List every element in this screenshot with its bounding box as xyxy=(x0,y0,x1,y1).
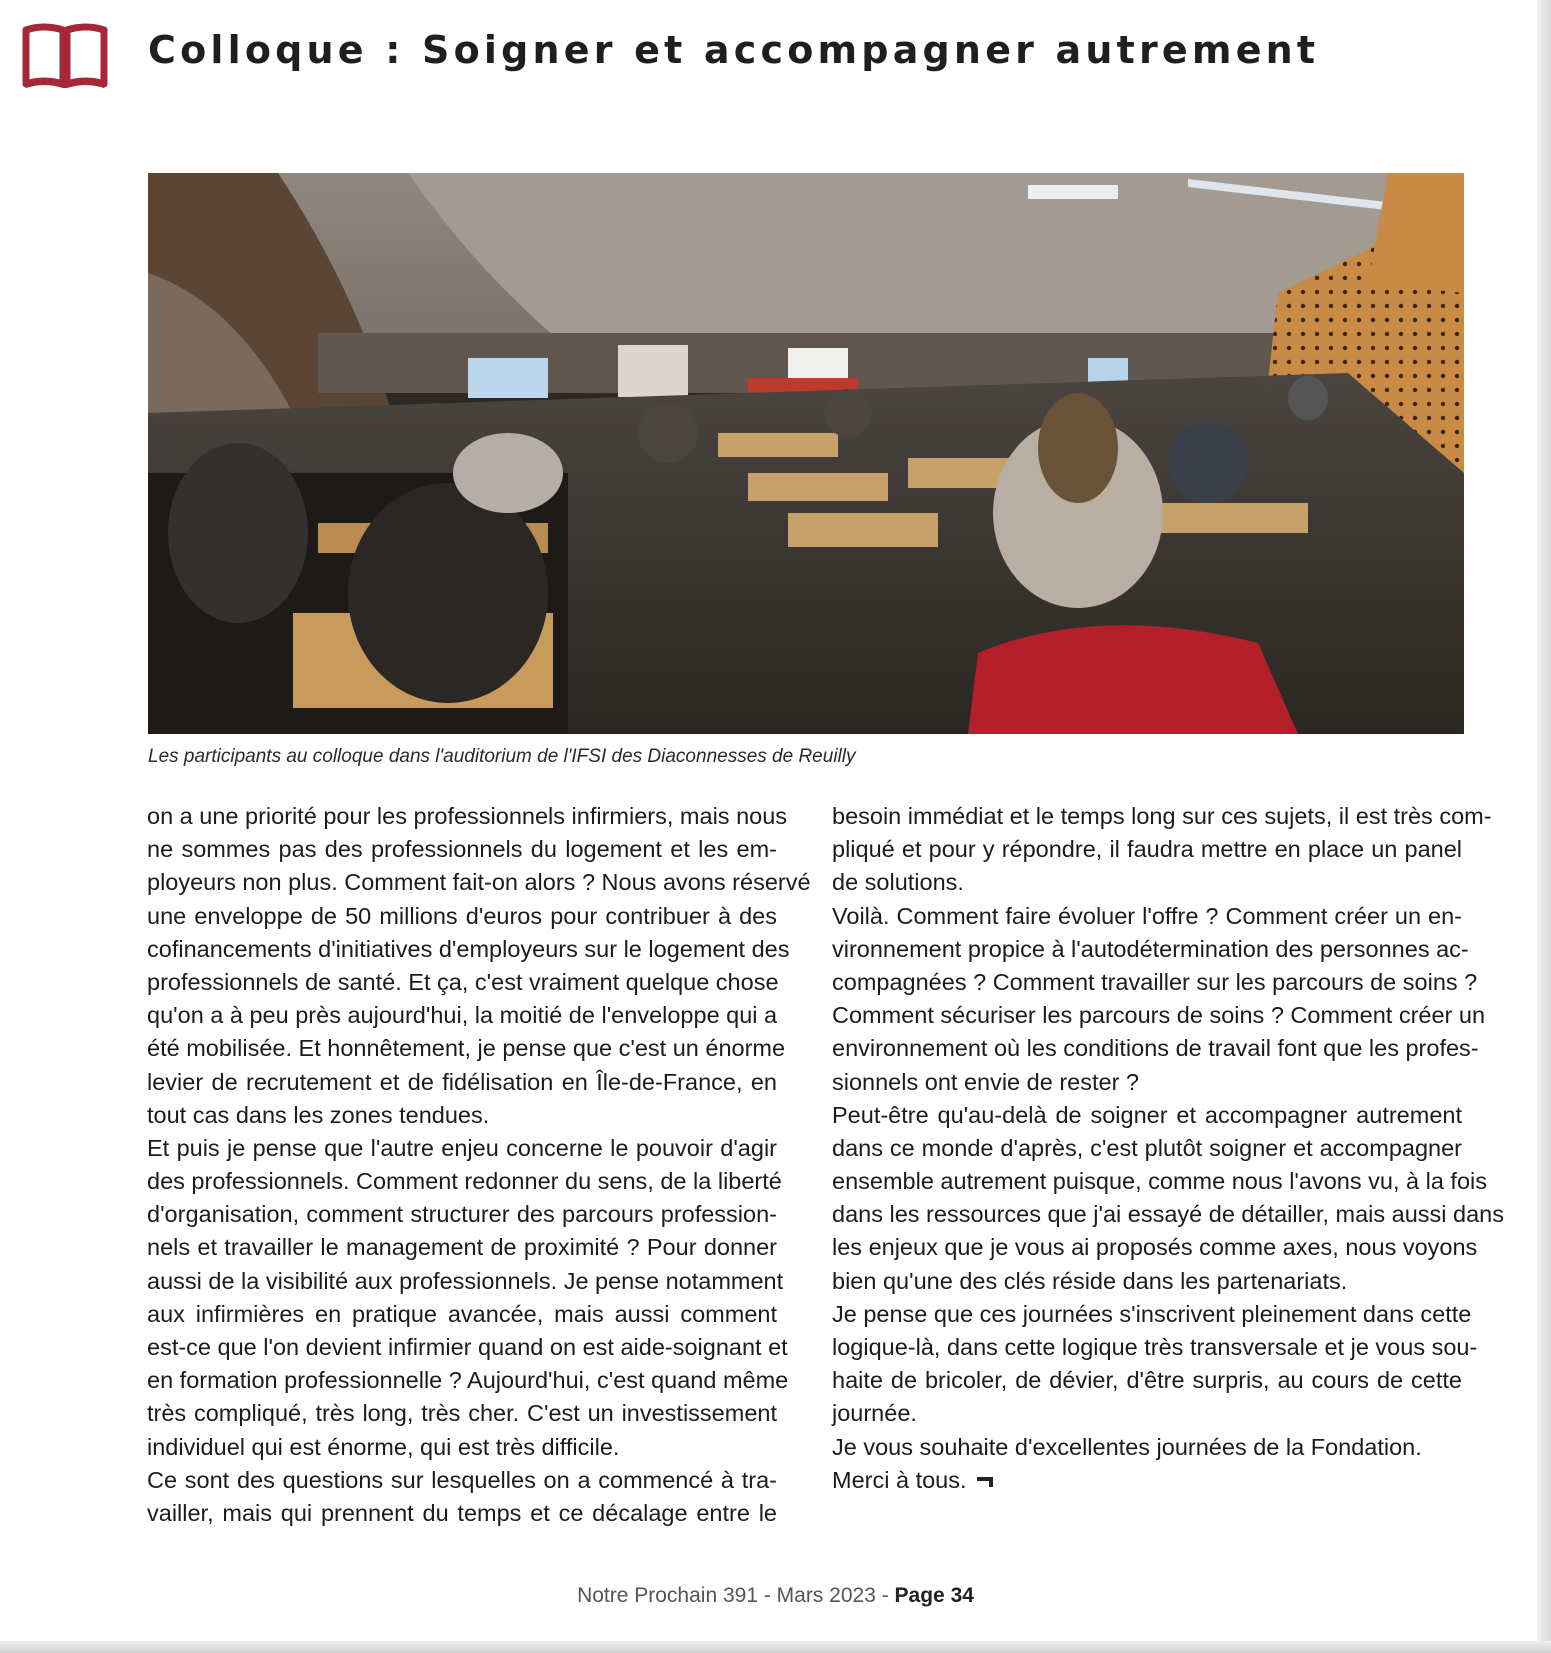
article-column-left xyxy=(147,800,811,1530)
text-line: des professionnels. Comment redonner du sens, de la liberté xyxy=(147,1168,782,1195)
closing-line xyxy=(832,1464,1462,1497)
text-line: bien qu'une des clés réside dans les partenariats. xyxy=(832,1267,1348,1294)
text-line: professionnels de santé. Et ça, c'est vraiment quelque chose xyxy=(147,968,779,995)
text-line: ployeurs non plus. Comment fait-on alors ? Nous avons réservé xyxy=(147,869,811,896)
text-line: dans ce monde d'après, c'est plutôt soigner et accompagner xyxy=(832,1134,1462,1161)
page-title: Colloque : Soigner et accompagner autrement xyxy=(148,28,1320,72)
text-line: de solutions. xyxy=(832,869,964,896)
text-line: cofinancements d'initiatives d'employeurs sur le logement des xyxy=(147,935,790,962)
photo-caption: Les participants au colloque dans l'auditorium de l'IFSI des Diaconnesses de Reuilly xyxy=(148,746,856,767)
text-line: Je pense que ces journées s'inscrivent pleinement dans cette xyxy=(832,1300,1472,1327)
text-line: compagnées ? Comment travailler sur les parcours de soins ? xyxy=(832,968,1478,995)
text-line: pliqué et pour y répondre, il faudra mettre en place un panel xyxy=(832,836,1462,863)
text-line: une enveloppe de 50 millions d'euros pour contribuer à des xyxy=(147,902,777,929)
page-edge xyxy=(1537,0,1551,1653)
text-line: haite de bricoler, de dévier, d'être surpris, au cours de cette xyxy=(832,1367,1462,1394)
page-number: Page 34 xyxy=(894,1584,974,1607)
text-line: on a une priorité pour les professionnels infirmiers, mais nous xyxy=(147,803,788,829)
footer-publication: Notre Prochain 391 - Mars 2023 - xyxy=(577,1584,895,1607)
text-line: Comment sécuriser les parcours de soins ? Comment créer un xyxy=(832,1002,1486,1029)
text-line: aux infirmières en pratique avancée, mais aussi comment xyxy=(147,1300,777,1327)
text-line: Et puis je pense que l'autre enjeu concerne le pouvoir d'agir xyxy=(147,1134,777,1161)
text-line: ne sommes pas des professionnels du logement et les em- xyxy=(147,836,777,863)
text-line: sionnels ont envie de rester ? xyxy=(832,1068,1139,1095)
auditorium-photo xyxy=(148,173,1464,734)
text-line: qu'on a à peu près aujourd'hui, la moitié de l'enveloppe qui a xyxy=(147,1002,778,1029)
text-line: dans les ressources que j'ai essayé de détailler, mais aussi dans xyxy=(832,1201,1504,1228)
open-book-icon xyxy=(20,20,110,92)
text-line: Ce sont des questions sur lesquelles on a commencé à tra- xyxy=(147,1466,777,1493)
text-line: été mobilisée. Et honnêtement, je pense que c'est un énorme xyxy=(147,1035,786,1062)
text-line: Merci à tous. xyxy=(832,1466,967,1493)
text-line: besoin immédiat et le temps long sur ces sujets, il est très com- xyxy=(832,803,1492,829)
page-bottom-edge xyxy=(0,1641,1551,1653)
text-line: Voilà. Comment faire évoluer l'offre ? Comment créer un en- xyxy=(832,902,1462,929)
text-line: Je vous souhaite d'excellentes journées de la Fondation. xyxy=(832,1433,1422,1460)
text-line: logique-là, dans cette logique très transversale et je vous sou- xyxy=(832,1334,1478,1360)
text-line: aussi de la visibilité aux professionnels. Je pense notamment xyxy=(147,1267,784,1294)
text-line: Peut-être qu'au-delà de soigner et accompagner autrement xyxy=(832,1101,1462,1128)
text-line: est-ce que l'on devient infirmier quand on est aide-soignant et xyxy=(147,1334,788,1360)
text-line: nels et travailler le management de proximité ? Pour donner xyxy=(147,1234,777,1261)
text-line: individuel qui est énorme, qui est très difficile. xyxy=(147,1433,620,1460)
article-column-right xyxy=(832,800,1504,1497)
text-line: tout cas dans les zones tendues. xyxy=(147,1101,490,1128)
text-line: vironnement propice à l'autodétermination des personnes ac- xyxy=(832,935,1469,962)
text-line: ensemble autrement puisque, comme nous l'avons vu, à la fois xyxy=(832,1168,1488,1195)
text-line: levier de recrutement et de fidélisation en Île-de-France, en xyxy=(147,1068,777,1095)
text-line: vailler, mais qui prennent du temps et ce décalage entre le xyxy=(147,1499,777,1526)
text-line: les enjeux que je vous ai proposés comme axes, nous voyons xyxy=(832,1234,1478,1261)
text-line: très compliqué, très long, très cher. C'est un investissement xyxy=(147,1400,777,1427)
text-line: environnement où les conditions de travail font que les profes- xyxy=(832,1035,1479,1062)
page-footer xyxy=(0,1584,1551,1608)
text-line: d'organisation, comment structurer des parcours profession- xyxy=(147,1201,777,1228)
end-of-article-icon xyxy=(977,1477,993,1487)
text-line: journée. xyxy=(832,1400,917,1427)
page-header xyxy=(20,20,110,92)
text-line: en formation professionnelle ? Aujourd'hui, c'est quand même xyxy=(147,1367,789,1394)
